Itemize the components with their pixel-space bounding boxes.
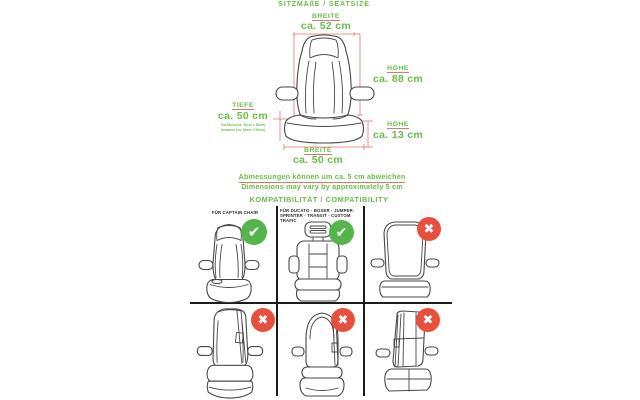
measured-seat-icon — [240, 31, 392, 150]
width-top-label: BREITE — [312, 12, 340, 20]
height-seat-label: HÖHE — [387, 120, 409, 128]
sizes-section-title: SITZMAßE / SEATSIZE — [278, 1, 370, 8]
width-bottom-value: ca. 50 cm — [293, 154, 343, 166]
depth-sub-de: Sitzfläche(ca. 50cm x 50cm) — [220, 123, 266, 127]
incompatible-cross-icon: ✖ — [416, 308, 440, 332]
seat-dimensions-diagram — [240, 31, 392, 150]
compatible-check-icon: ✔ — [241, 219, 267, 245]
cell-captain-chair-label: FÜR CAPTAIN CHAIR — [211, 210, 259, 215]
tolerance-note-de: Abmessungen können um ca. 5 cm abweichen — [238, 171, 406, 181]
depth-value: ca. 50 cm — [218, 110, 268, 122]
compatible-check-icon: ✔ — [329, 220, 354, 245]
tolerance-note-en: Dimensions may vary by approximately 5 cm — [241, 181, 403, 191]
depth-label: TIEFE — [232, 101, 254, 109]
compatibility-grid — [190, 206, 452, 400]
cell-van-models-label: FÜR DUCATO - BOXER - JUMPER SPRINTER - TRANSIT - CUSTOM TRAFIC — [280, 207, 353, 224]
compatibility-section-title: KOMPATIBILITÄT / COMPATIBILITY — [249, 194, 389, 204]
incompatible-cross-icon: ✖ — [331, 308, 355, 332]
incompatible-cross-icon: ✖ — [251, 308, 275, 332]
depth-sub-en: Seatarea (ca. 50cm x 50cm) — [220, 127, 266, 132]
height-back-value: ca. 88 cm — [373, 72, 423, 85]
height-seat-value: ca. 13 cm — [373, 128, 423, 141]
height-back-label: HÖHE — [387, 64, 409, 72]
width-top-value: ca. 52 cm — [301, 20, 351, 32]
incompatible-cross-icon: ✖ — [417, 217, 441, 241]
width-bottom-label: BREITE — [304, 146, 332, 154]
